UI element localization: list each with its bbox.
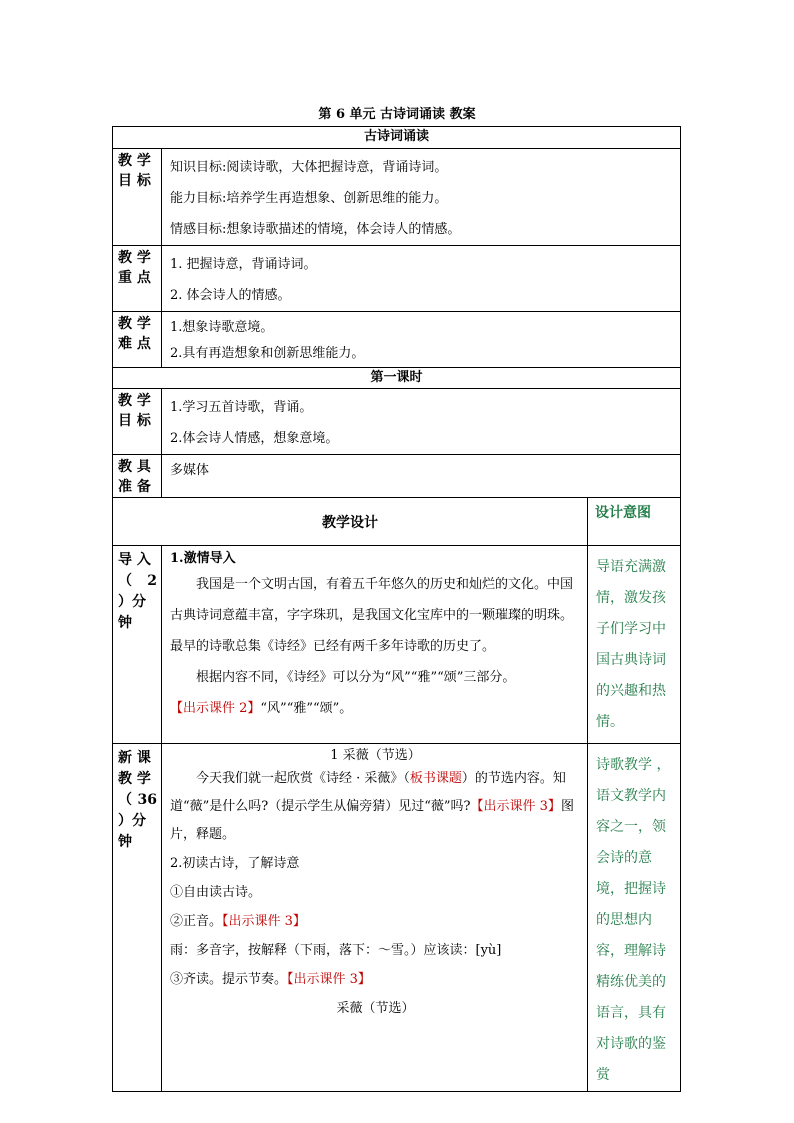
intro-paragraph: 根据内容不同，《诗经》可以分为“风”“雅”“颂”三部分。 xyxy=(196,670,516,685)
key-point-item: 1. 把握诗意，背诵诗词。 xyxy=(170,257,317,272)
period-goals-content xyxy=(162,389,681,455)
courseware-cue: 【出示课件 3】 xyxy=(470,799,561,814)
difficulty-item: 1.想象诗歌意境。 xyxy=(170,320,274,335)
key-points-content xyxy=(162,246,681,312)
intent-header: 设计意图 xyxy=(588,498,681,546)
difficulties-label: 教 学 难 点 xyxy=(113,312,162,368)
intro-label: 导 入 （ 2 ）分钟 xyxy=(113,546,162,744)
newlesson-intent: 诗歌教学 ，语文教学内容之一，领会诗的意境，把握诗的思想内容，理解诗精练优美的语言，具有对诗歌的鉴赏 xyxy=(588,744,681,1092)
lesson-plan-table xyxy=(112,126,681,1092)
difficulties-content xyxy=(162,312,681,368)
lesson-title: 古诗词诵读 xyxy=(113,127,681,149)
goals-content xyxy=(162,149,681,246)
intro-paragraph: 【出示课件 2】“风”“雅”“颂”。 xyxy=(170,701,353,716)
period-goal-item: 1.学习五首诗歌，背诵。 xyxy=(170,400,313,415)
period-goals-label: 教 学 目 标 xyxy=(113,389,162,455)
goals-label: 教 学 目 标 xyxy=(113,149,162,246)
goal-emotion: 情感目标:想象诗歌描述的情境，体会诗人的情感。 xyxy=(170,222,461,237)
intro-heading: 1.激情导入 xyxy=(170,551,236,566)
key-point-item: 2. 体会诗人的情感。 xyxy=(170,288,291,303)
key-points-label: 教 学 重 点 xyxy=(113,246,162,312)
tools-content: 多媒体 xyxy=(162,455,681,498)
courseware-cue: 【出示课件 3】 xyxy=(222,914,306,929)
intro-intent: 导语充满激情，激发孩子们学习中国古典诗词的兴趣和热情。 xyxy=(588,546,681,744)
newlesson-content xyxy=(162,744,588,1092)
step-item: ①自由读古诗。 xyxy=(170,885,262,900)
intro-content xyxy=(162,546,588,744)
period-title: 第一课时 xyxy=(113,368,681,389)
blackboard-cue: 板书课题 xyxy=(409,771,462,786)
period-goal-item: 2.体会诗人情感，想象意境。 xyxy=(170,431,339,446)
newlesson-paragraph: 今天我们就一起欣赏《诗经 · 采薇》（板书课题）的节选内容。知道“薇”是什么吗?（提示学生从偏旁猜）见过“薇”吗?【出示课件 3】图片，释题。 xyxy=(170,771,574,842)
tools-label: 教 具 准 备 xyxy=(113,455,162,498)
design-header: 教学设计 xyxy=(113,498,588,546)
courseware-cue: 【出示课件 2】 xyxy=(170,701,261,716)
step-item: ②正音。【出示课件 3】 xyxy=(170,914,306,929)
poem-caption: 采薇（节选） xyxy=(336,1001,415,1016)
poem-title: 1 采薇（节选） xyxy=(330,748,421,763)
intro-paragraph: 我国是一个文明古国，有着五千年悠久的历史和灿烂的文化。中国古典诗词意蕴丰富，字字珠玑，是我国文化宝库中的一颗璀璨的明珠。最早的诗歌总集《诗经》已经有两千多年诗歌的历史了。 xyxy=(170,577,574,654)
document-title: 第 6 单元 古诗词诵读 教案 xyxy=(318,107,476,122)
section-heading: 2.初读古诗，了解诗意 xyxy=(170,856,300,871)
step-item: 雨：多音字，按解释（下雨，落下：～雪。）应该读：[yù] xyxy=(170,943,502,958)
newlesson-label: 新 课 教 学 （ 36 ）分钟 xyxy=(113,744,162,1092)
courseware-cue: 【出示课件 3】 xyxy=(287,972,371,987)
step-item: ③齐读。提示节奏。【出示课件 3】 xyxy=(170,972,371,987)
difficulty-item: 2.具有再造想象和创新思维能力。 xyxy=(170,346,365,361)
goal-knowledge: 知识目标:阅读诗歌，大体把握诗意，背诵诗词。 xyxy=(170,160,448,175)
goal-ability: 能力目标:培养学生再造想象、创新思维的能力。 xyxy=(170,191,448,206)
